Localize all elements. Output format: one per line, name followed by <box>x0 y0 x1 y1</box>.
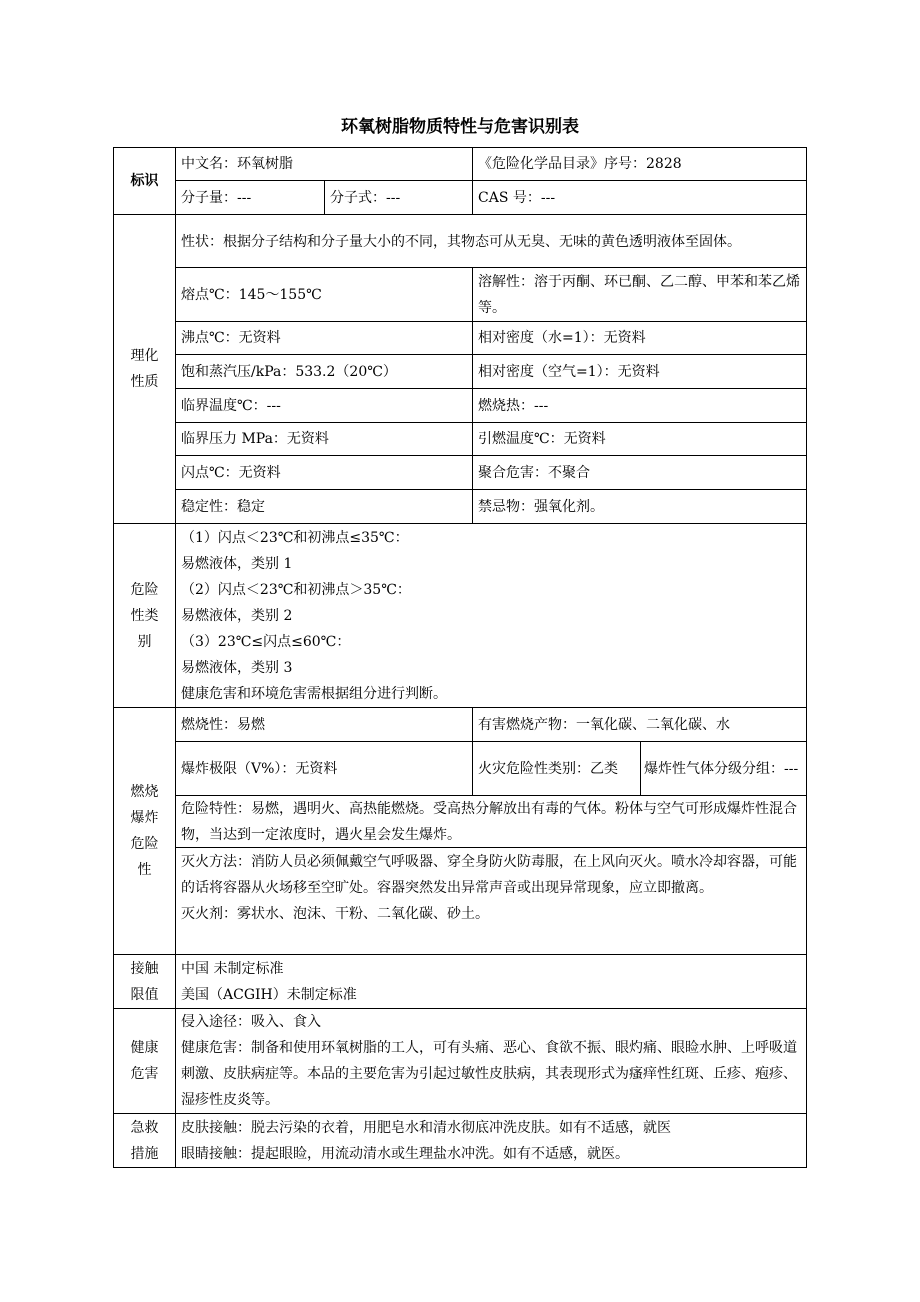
cas-number: CAS 号：--- <box>473 181 806 215</box>
chinese-name: 中文名：环氧树脂 <box>176 148 473 181</box>
vapor-pressure: 饱和蒸汽压/kPa：533.2（20℃） <box>176 355 473 389</box>
section-label-properties: 理化性质 <box>114 215 176 524</box>
incompatible-materials: 禁忌物：强氧化剂。 <box>473 490 806 524</box>
flammability: 燃烧性：易燃 <box>176 708 473 742</box>
hazard-class-list <box>176 524 806 708</box>
exposure-limit-china: 中国 未制定标准 <box>181 961 284 977</box>
solubility: 溶解性：溶于丙酮、环已酮、乙二醇、甲苯和苯乙烯等。 <box>473 268 806 322</box>
hazard-class-line: 易燃液体，类别 2 <box>181 608 293 624</box>
hazard-characteristics: 危险特性：易燃，遇明火、高热能燃烧。受高热分解放出有毒的气体。粉体与空气可形成爆炸性混合物，当达到一定浓度时，遇火星会发生爆炸。 <box>176 796 806 848</box>
critical-pressure: 临界压力 MPa：无资料 <box>176 423 473 456</box>
section-label-hazard-class: 危险性类别 <box>114 524 176 708</box>
hazard-table <box>113 147 807 1168</box>
exposure-limits <box>176 955 806 1009</box>
critical-temperature: 临界温度℃：--- <box>176 389 473 423</box>
firefighting-block <box>176 848 806 955</box>
exposure-limit-usa: 美国（ACGIH）未制定标准 <box>181 987 357 1003</box>
melting-point: 熔点℃：145～155℃ <box>176 268 473 322</box>
stability: 稳定性：稳定 <box>176 490 473 524</box>
first-aid-block <box>176 1114 806 1167</box>
section-label-fire-explosion: 燃烧爆炸危险性 <box>114 708 176 955</box>
molecular-formula: 分子式：--- <box>325 181 473 215</box>
polymerization-hazard: 聚合危害：不聚合 <box>473 456 806 490</box>
hazard-class-line: （1）闪点＜23℃和初沸点≤35℃： <box>181 530 409 546</box>
appearance: 性状：根据分子结构和分子量大小的不同，其物态可从无臭、无味的黄色透明液体至固体。 <box>176 215 806 268</box>
health-hazard: 健康危害：制备和使用环氧树脂的工人，可有头痛、恶心、食欲不振、眼灼痛、眼睑水肿、上呼吸道刺激、皮肤病症等。本品的主要危害为引起过敏性皮肤病，其表现形式为瘙痒性红斑、丘疹、疱疹、湿疹性皮炎等。 <box>181 1040 797 1108</box>
firefighting-method: 灭火方法：消防人员必须佩戴空气呼吸器、穿全身防火防毒服，在上风向灭火。喷水冷却容器，可能的话将容器从火场移至空旷处。容器突然发出异常声音或出现异常现象，应立即撤离。 <box>181 854 797 896</box>
explosive-gas-group: 爆炸性气体分级分组：--- <box>641 742 806 796</box>
relative-density-water: 相对密度（水=1）：无资料 <box>473 322 806 355</box>
extinguishing-agent: 灭火剂：雾状水、泡沫、干粉、二氧化碳、砂土。 <box>181 906 489 922</box>
hazard-class-line: （3）23℃≤闪点≤60℃： <box>181 634 351 650</box>
catalog-number: 《危险化学品目录》序号：2828 <box>473 148 806 181</box>
flash-point: 闪点℃：无资料 <box>176 456 473 490</box>
hazard-class-line: 易燃液体，类别 3 <box>181 660 293 676</box>
section-label-identification: 标识 <box>114 148 176 215</box>
section-label-health: 健康危害 <box>114 1009 176 1114</box>
skin-contact: 皮肤接触：脱去污染的衣着，用肥皂水和清水彻底冲洗皮肤。如有不适感，就医 <box>181 1120 671 1136</box>
molecular-weight: 分子量：--- <box>176 181 325 215</box>
health-block <box>176 1009 806 1114</box>
section-label-first-aid: 急救措施 <box>114 1114 176 1167</box>
hazard-class-line: 健康危害和环境危害需根据组分进行判断。 <box>181 686 447 702</box>
page-title: 环氧树脂物质特性与危害识别表 <box>341 117 579 137</box>
hazard-class-line: （2）闪点＜23℃和初沸点＞35℃： <box>181 582 411 598</box>
explosion-limit: 爆炸极限（V%）：无资料 <box>176 742 473 796</box>
combustion-products: 有害燃烧产物：一氧化碳、二氧化碳、水 <box>473 708 806 742</box>
heat-of-combustion: 燃烧热：--- <box>473 389 806 423</box>
entry-route: 侵入途径：吸入、食入 <box>181 1014 321 1030</box>
fire-hazard-class: 火灾危险性类别：乙类 <box>473 742 641 796</box>
relative-density-air: 相对密度（空气=1）：无资料 <box>473 355 806 389</box>
eye-contact: 眼睛接触：提起眼睑，用流动清水或生理盐水冲洗。如有不适感，就医。 <box>181 1146 629 1162</box>
boiling-point: 沸点℃：无资料 <box>176 322 473 355</box>
ignition-temperature: 引燃温度℃：无资料 <box>473 423 806 456</box>
section-label-exposure-limits: 接触限值 <box>114 955 176 1009</box>
hazard-class-line: 易燃液体，类别 1 <box>181 556 293 572</box>
